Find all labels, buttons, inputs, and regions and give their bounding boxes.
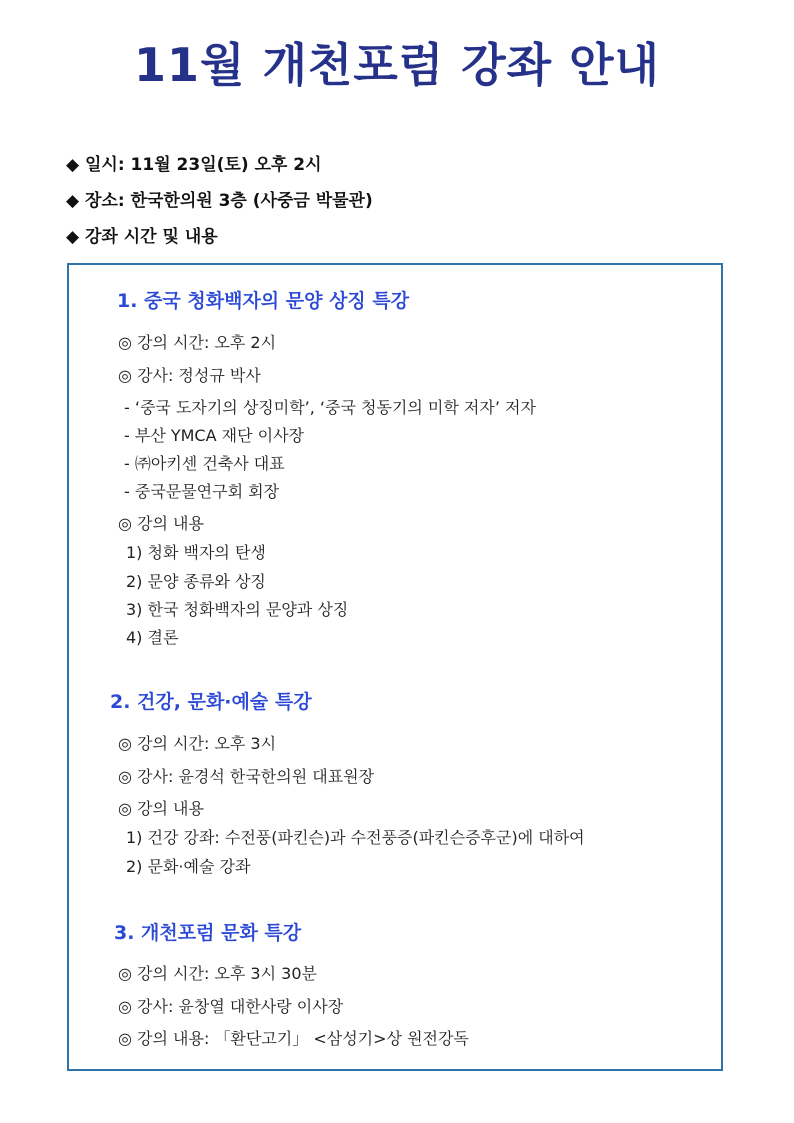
info-place: ◆ 장소: 한국한의원 3층 (사중금 박물관)	[66, 191, 373, 211]
section-2-line: 2) 문화·예술 강좌	[126, 857, 251, 876]
section-1-line: ◎ 강의 내용	[118, 514, 204, 533]
section-2-line: ◎ 강의 내용	[118, 799, 204, 818]
section-1-heading: 1. 중국 청화백자의 문양 상징 특강	[117, 290, 410, 312]
page-title: 11월 개천포럼 강좌 안내	[134, 38, 660, 92]
section-1-line: ◎ 강의 시간: 오후 2시	[118, 333, 277, 352]
section-1-line: 3) 한국 청화백자의 문양과 상징	[126, 600, 349, 619]
section-3-heading: 3. 개천포럼 문화 특강	[114, 922, 302, 944]
section-3-line: ◎ 강사: 윤창열 대한사랑 이사장	[118, 997, 344, 1016]
section-1-line: - 중국문물연구회 회장	[124, 482, 280, 501]
section-2-heading: 2. 건강, 문화·예술 특강	[110, 691, 312, 713]
section-3-line: ◎ 강의 시간: 오후 3시 30분	[118, 964, 317, 983]
section-2-line: ◎ 강사: 윤경석 한국한의원 대표원장	[118, 767, 375, 786]
section-1-line: 2) 문양 종류와 상징	[126, 572, 266, 591]
section-3-line: ◎ 강의 내용: 「환단고기」 <삼성기>상 원전강독	[118, 1029, 469, 1048]
section-1-line: - ‘중국 도자기의 상징미학’, ‘중국 청동기의 미학 저자’ 저자	[124, 398, 536, 417]
section-1-line: - ㈜아키센 건축사 대표	[124, 454, 285, 473]
info-date: ◆ 일시: 11월 23일(토) 오후 2시	[66, 155, 322, 175]
info-schedule: ◆ 강좌 시간 및 내용	[66, 227, 218, 247]
section-1-line: 4) 결론	[126, 628, 179, 647]
section-2-line: 1) 건강 강좌: 수전풍(파킨슨)과 수전풍증(파킨슨증후군)에 대하여	[126, 828, 585, 847]
section-1-line: 1) 청화 백자의 탄생	[126, 543, 266, 562]
section-2-line: ◎ 강의 시간: 오후 3시	[118, 734, 277, 753]
section-1-line: - 부산 YMCA 재단 이사장	[124, 426, 305, 445]
section-1-line: ◎ 강사: 정성규 박사	[118, 366, 261, 385]
